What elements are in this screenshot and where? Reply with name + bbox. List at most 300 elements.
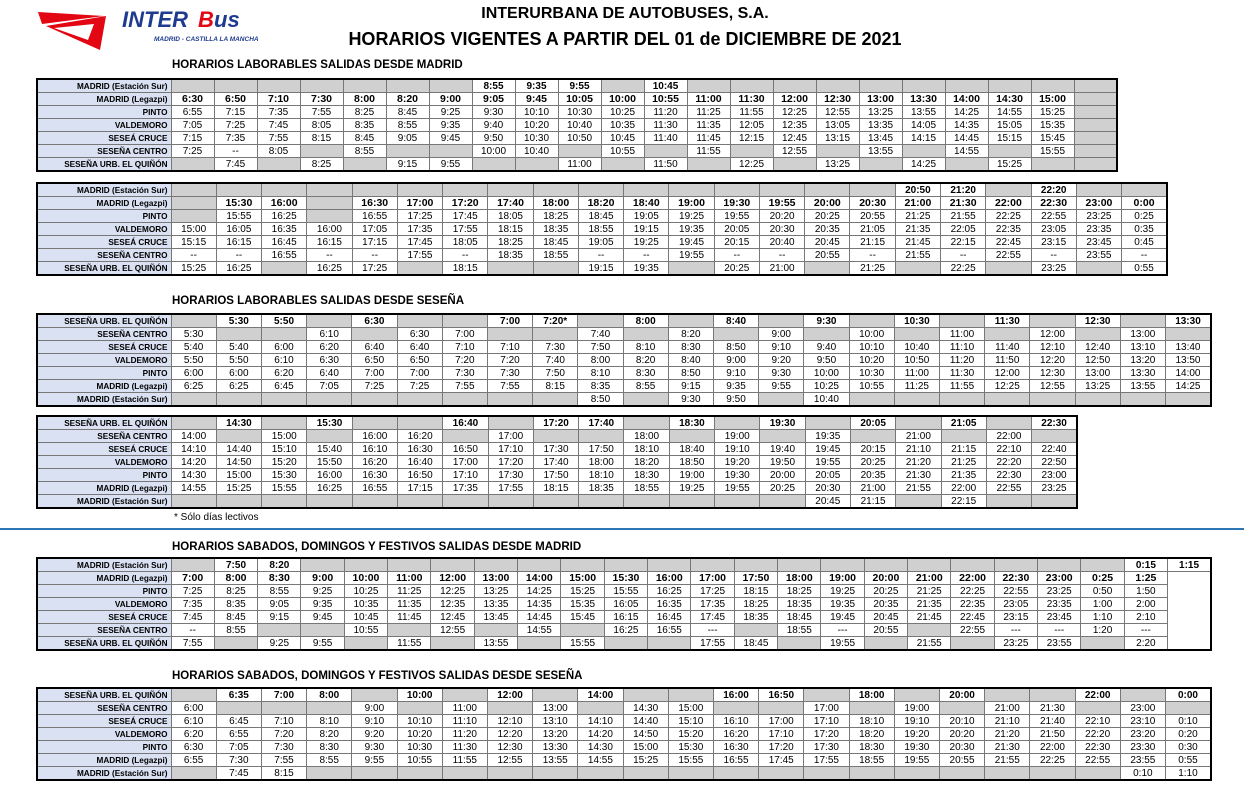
departure-time: 21:25 (850, 262, 895, 276)
departure-time: 0:35 (1122, 223, 1167, 236)
departure-time: 19:55 (714, 210, 759, 223)
departure-time: 10:40 (804, 393, 849, 407)
departure-time (171, 210, 216, 223)
departure-time: 10:55 (344, 624, 387, 637)
departure-time: 12:25 (431, 585, 474, 598)
stop-name: MADRID (Legazpi) (37, 93, 171, 106)
departure-time (778, 637, 821, 651)
departure-time: 8:20 (258, 558, 301, 572)
departure-time: 6:30 (307, 354, 352, 367)
departure-time: 11:55 (939, 380, 984, 393)
departure-time: 22:10 (986, 443, 1031, 456)
departure-time: 7:15 (171, 132, 214, 145)
departure-time: 7:25 (352, 380, 397, 393)
departure-time (561, 624, 604, 637)
departure-time: 12:55 (431, 624, 474, 637)
stop-name: SESEÑA URB. EL QUIÑÓN (37, 637, 171, 651)
departure-time: -- (624, 249, 669, 262)
departure-time: 15:45 (1031, 132, 1074, 145)
stop-name: SESEÁ CRUCE (37, 132, 171, 145)
departure-time: 17:15 (352, 236, 397, 249)
departure-time (804, 688, 849, 702)
stop-name: MADRID (Estación Sur) (37, 79, 171, 93)
departure-time: -- (578, 249, 623, 262)
departure-time: 23:00 (1038, 572, 1081, 585)
departure-time (896, 416, 941, 430)
departure-time (604, 558, 647, 572)
departure-time: 9:05 (386, 132, 429, 145)
departure-time: 10:40 (515, 145, 558, 158)
departure-time: 18:20 (849, 728, 894, 741)
departure-time (533, 328, 578, 341)
departure-time (687, 79, 730, 93)
departure-time: 7:55 (261, 754, 306, 767)
departure-time: 19:25 (669, 210, 714, 223)
departure-time (604, 637, 647, 651)
departure-time: 10:45 (601, 132, 644, 145)
departure-time: 19:10 (715, 443, 760, 456)
departure-time (849, 393, 894, 407)
departure-time: 21:35 (908, 598, 951, 611)
departure-time (715, 416, 760, 430)
departure-time: 18:05 (443, 236, 488, 249)
departure-time: 16:00 (648, 572, 691, 585)
departure-time: 7:35 (214, 132, 257, 145)
departure-time: 21:00 (908, 572, 951, 585)
departure-time: 16:15 (307, 236, 352, 249)
departure-time: 19:55 (715, 482, 760, 495)
departure-time (216, 393, 261, 407)
departure-time: 21:25 (908, 585, 951, 598)
departure-time: 11:10 (939, 341, 984, 354)
departure-time (1030, 314, 1075, 328)
departure-time: -- (759, 249, 804, 262)
departure-time: 13:20 (1120, 354, 1165, 367)
departure-time: 19:45 (669, 236, 714, 249)
departure-time: 7:00 (442, 328, 487, 341)
departure-time: 9:20 (759, 354, 804, 367)
departure-time: 18:20 (578, 197, 623, 210)
departure-time: 7:45 (171, 611, 214, 624)
departure-time: 20:30 (850, 197, 895, 210)
stop-name: SESEÑA URB. EL QUIÑÓN (37, 416, 171, 430)
departure-time: 12:45 (431, 611, 474, 624)
departure-time: 7:00 (261, 688, 306, 702)
departure-time: 7:35 (171, 598, 214, 611)
departure-time: 14:00 (945, 93, 988, 106)
departure-time (895, 262, 940, 276)
departure-time: 8:20 (623, 354, 668, 367)
stop-name: VALDEMORO (37, 598, 171, 611)
departure-time: 17:35 (691, 598, 734, 611)
departure-time: 14:35 (518, 598, 561, 611)
departure-time (1032, 430, 1077, 443)
departure-time (1074, 132, 1117, 145)
departure-time: 20:30 (759, 223, 804, 236)
departure-time (344, 637, 387, 651)
departure-time (648, 637, 691, 651)
departure-time (431, 637, 474, 651)
departure-time (388, 558, 431, 572)
departure-time: 21:15 (941, 443, 986, 456)
departure-time: 6:30 (352, 314, 397, 328)
departure-time: 20:35 (864, 598, 907, 611)
table-row (37, 393, 1211, 407)
departure-time: 23:05 (1031, 223, 1076, 236)
departure-time: 13:55 (902, 106, 945, 119)
departure-time (1075, 393, 1120, 407)
departure-time: 10:30 (397, 741, 442, 754)
departure-time: 9:35 (301, 598, 344, 611)
stop-name: SESEÑA URB. EL QUIÑÓN (37, 688, 171, 702)
departure-time: 15:40 (307, 443, 352, 456)
departure-time: 19:00 (715, 430, 760, 443)
departure-time: 17:00 (804, 702, 849, 715)
departure-time (760, 495, 805, 509)
departure-time: 18:45 (578, 210, 623, 223)
departure-time: 21:30 (896, 469, 941, 482)
departure-time (908, 558, 951, 572)
table-row (37, 328, 1211, 341)
departure-time (397, 702, 442, 715)
departure-time (951, 558, 994, 572)
departure-time (397, 416, 442, 430)
departure-time (713, 702, 758, 715)
departure-time: 16:25 (648, 585, 691, 598)
departure-time (623, 328, 668, 341)
departure-time (171, 158, 214, 172)
table-row (37, 93, 1117, 106)
departure-time (773, 79, 816, 93)
departure-time: 10:40 (558, 119, 601, 132)
departure-time (1074, 158, 1117, 172)
departure-time (578, 767, 623, 781)
departure-time: 20:15 (714, 236, 759, 249)
departure-time: 20:45 (864, 611, 907, 624)
departure-time: -- (171, 624, 214, 637)
departure-time: 9:45 (429, 132, 472, 145)
departure-time (443, 430, 488, 443)
departure-time: 22:25 (1030, 754, 1075, 767)
departure-time (397, 767, 442, 781)
table-row (37, 367, 1211, 380)
departure-time (533, 430, 578, 443)
departure-time: 9:50 (472, 132, 515, 145)
departure-time: 7:55 (171, 637, 214, 651)
departure-time (487, 328, 532, 341)
departure-time: 16:25 (307, 482, 352, 495)
departure-time (1030, 688, 1075, 702)
departure-time: 22:30 (1031, 197, 1076, 210)
departure-time (1120, 314, 1165, 328)
departure-time (216, 328, 261, 341)
departure-time: 16:45 (648, 611, 691, 624)
departure-time: 0:55 (1122, 262, 1167, 276)
departure-time: 21:00 (896, 430, 941, 443)
departure-time: 9:30 (668, 393, 713, 407)
departure-time: 2:00 (1124, 598, 1167, 611)
departure-time (730, 145, 773, 158)
departure-time: --- (821, 624, 864, 637)
departure-time (734, 558, 777, 572)
departure-time: 15:00 (216, 469, 261, 482)
departure-time: 14:00 (171, 430, 216, 443)
departure-time (533, 393, 578, 407)
departure-time: 10:25 (601, 106, 644, 119)
departure-time (1122, 183, 1167, 197)
departure-time: 18:00 (533, 197, 578, 210)
departure-time (624, 416, 669, 430)
departure-time: 8:20 (386, 93, 429, 106)
departure-time: 16:10 (713, 715, 758, 728)
departure-time: 15:10 (262, 443, 307, 456)
departure-time: 10:00 (472, 145, 515, 158)
departure-time (623, 393, 668, 407)
departure-time: 18:50 (669, 456, 714, 469)
table-row (37, 262, 1167, 276)
departure-time (171, 558, 214, 572)
departure-time: 17:05 (352, 223, 397, 236)
departure-time: 17:10 (443, 469, 488, 482)
stop-name: PINTO (37, 106, 171, 119)
departure-time: 9:15 (386, 158, 429, 172)
departure-time: 17:45 (759, 754, 804, 767)
departure-time: 7:30 (442, 367, 487, 380)
departure-time: 7:25 (171, 145, 214, 158)
departure-time (261, 393, 306, 407)
departure-time (816, 79, 859, 93)
table-row (37, 715, 1211, 728)
departure-time: 14:20 (578, 728, 623, 741)
departure-time (307, 183, 352, 197)
departure-time: --- (994, 624, 1037, 637)
departure-time: 10:40 (894, 341, 939, 354)
departure-time: 16:55 (352, 210, 397, 223)
departure-time: 19:00 (669, 469, 714, 482)
departure-time: 18:15 (734, 585, 777, 598)
departure-time (216, 430, 261, 443)
departure-time: 18:10 (579, 469, 624, 482)
departure-time: 10:45 (344, 611, 387, 624)
departure-time (307, 210, 352, 223)
departure-time: 23:25 (994, 637, 1037, 651)
departure-time: 17:00 (397, 197, 442, 210)
departure-time: 13:45 (859, 132, 902, 145)
departure-time: 20:00 (760, 469, 805, 482)
departure-time: 21:30 (985, 741, 1030, 754)
departure-time: 8:05 (300, 119, 343, 132)
departure-time: 8:00 (623, 314, 668, 328)
departure-time: 15:55 (561, 637, 604, 651)
departure-time: 18:25 (533, 210, 578, 223)
departure-time: 15:30 (604, 572, 647, 585)
departure-time: 11:30 (985, 314, 1030, 328)
departure-time (257, 79, 300, 93)
departure-time: 21:35 (941, 469, 986, 482)
departure-time: 16:15 (604, 611, 647, 624)
departure-time: 18:35 (579, 482, 624, 495)
departure-time: 5:50 (216, 354, 261, 367)
departure-time: 11:40 (644, 132, 687, 145)
departure-time: 8:55 (343, 145, 386, 158)
departure-time: 17:25 (397, 210, 442, 223)
departure-time: -- (443, 249, 488, 262)
departure-time: 21:15 (850, 236, 895, 249)
departure-time: 23:00 (1120, 702, 1165, 715)
departure-time: 7:20 (487, 354, 532, 367)
departure-time (759, 767, 804, 781)
departure-time: 14:55 (171, 482, 216, 495)
departure-time: 17:40 (488, 197, 533, 210)
departure-time (1031, 158, 1074, 172)
departure-time: 8:10 (578, 367, 623, 380)
departure-time (669, 183, 714, 197)
table-row (37, 106, 1117, 119)
departure-time (1165, 393, 1211, 407)
departure-time: 12:00 (431, 572, 474, 585)
departure-time: 6:45 (216, 715, 261, 728)
departure-time: 5:40 (171, 341, 216, 354)
departure-time (1120, 393, 1165, 407)
table-row (37, 119, 1117, 132)
departure-time: 9:55 (429, 158, 472, 172)
departure-time (601, 79, 644, 93)
departure-time: 16:50 (759, 688, 804, 702)
departure-time: 0:25 (1081, 572, 1124, 585)
departure-time: 14:10 (171, 443, 216, 456)
departure-time (474, 624, 517, 637)
departure-time (939, 767, 984, 781)
departure-time: 21:55 (896, 482, 941, 495)
departure-time: 13:30 (533, 741, 578, 754)
departure-time (171, 688, 216, 702)
departure-time: 12:55 (1030, 380, 1075, 393)
departure-time: 22:45 (951, 611, 994, 624)
departure-time: 6:40 (397, 341, 442, 354)
departure-time: 11:00 (687, 93, 730, 106)
departure-time: 6:45 (261, 380, 306, 393)
departure-time: 18:05 (488, 210, 533, 223)
departure-time (805, 183, 850, 197)
departure-time: 8:10 (307, 715, 352, 728)
departure-time: 15:20 (262, 456, 307, 469)
departure-time (307, 430, 352, 443)
departure-time: 12:30 (1030, 367, 1075, 380)
departure-time: 22:40 (1032, 443, 1077, 456)
departure-time (1074, 119, 1117, 132)
departure-time: 11:35 (388, 598, 431, 611)
departure-time: 0:20 (1165, 728, 1211, 741)
departure-time: 0:45 (1122, 236, 1167, 249)
departure-time: 23:25 (1038, 585, 1081, 598)
departure-time: 12:50 (1075, 354, 1120, 367)
departure-time: -- (1031, 249, 1076, 262)
departure-time: 7:55 (487, 380, 532, 393)
departure-time: 17:25 (691, 585, 734, 598)
departure-time: 15:25 (623, 754, 668, 767)
departure-time (648, 558, 691, 572)
departure-time: 9:25 (301, 585, 344, 598)
departure-time (343, 79, 386, 93)
departure-time: 21:40 (1030, 715, 1075, 728)
departure-time (1074, 106, 1117, 119)
departure-time: 17:40 (579, 416, 624, 430)
departure-time: 6:40 (352, 341, 397, 354)
departure-time: 7:20* (533, 314, 578, 328)
departure-time: 11:55 (687, 145, 730, 158)
departure-time: 11:45 (388, 611, 431, 624)
departure-time: 17:00 (443, 456, 488, 469)
departure-time (352, 393, 397, 407)
departure-time: 18:10 (624, 443, 669, 456)
departure-time: 13:15 (816, 132, 859, 145)
departure-time (668, 767, 713, 781)
departure-time: 22:25 (951, 585, 994, 598)
departure-time: 19:45 (821, 611, 864, 624)
departure-time: 17:40 (533, 456, 578, 469)
departure-time: 0:00 (1122, 197, 1167, 210)
departure-time: 6:10 (307, 328, 352, 341)
departure-time: 21:20 (896, 456, 941, 469)
departure-time: 19:55 (669, 249, 714, 262)
stop-name: PINTO (37, 367, 171, 380)
departure-time (261, 328, 306, 341)
departure-time: 16:20 (352, 456, 397, 469)
departure-time: 20:05 (714, 223, 759, 236)
departure-time: 9:50 (713, 393, 758, 407)
departure-time: 11:00 (894, 367, 939, 380)
departure-time (307, 767, 352, 781)
departure-time: 18:55 (849, 754, 894, 767)
departure-time: 9:10 (759, 341, 804, 354)
departure-time: 12:00 (487, 688, 532, 702)
departure-time: 18:10 (849, 715, 894, 728)
departure-time: 7:10 (487, 341, 532, 354)
departure-time: 7:10 (442, 341, 487, 354)
departure-time (442, 688, 487, 702)
departure-time: 19:45 (805, 443, 850, 456)
departure-time (442, 314, 487, 328)
stop-name: SESEÑA URB. EL QUIÑÓN (37, 314, 171, 328)
departure-time: 11:00 (388, 572, 431, 585)
departure-time: 9:55 (558, 79, 601, 93)
departure-time: 22:55 (986, 249, 1031, 262)
stop-name: SESEÑA CENTRO (37, 328, 171, 341)
departure-time (945, 79, 988, 93)
departure-time: 22:45 (986, 236, 1031, 249)
departure-time: 5:30 (216, 314, 261, 328)
departure-time: 9:35 (429, 119, 472, 132)
departure-time: 8:50 (668, 367, 713, 380)
departure-time (805, 262, 850, 276)
departure-time: 23:25 (1032, 482, 1077, 495)
departure-time (859, 158, 902, 172)
departure-time: 1:15 (1168, 558, 1211, 572)
departure-time: 19:05 (624, 210, 669, 223)
departure-time (623, 688, 668, 702)
departure-time: 17:35 (397, 223, 442, 236)
departure-time: 19:25 (624, 236, 669, 249)
departure-time: 21:05 (850, 223, 895, 236)
departure-time: 23:45 (1076, 236, 1121, 249)
stop-name: PINTO (37, 210, 171, 223)
departure-time (715, 495, 760, 509)
departure-time: 15:00 (1031, 93, 1074, 106)
departure-time (941, 430, 986, 443)
stop-name: MADRID (Estación Sur) (37, 495, 171, 509)
departure-time: 10:30 (894, 314, 939, 328)
departure-time (864, 558, 907, 572)
